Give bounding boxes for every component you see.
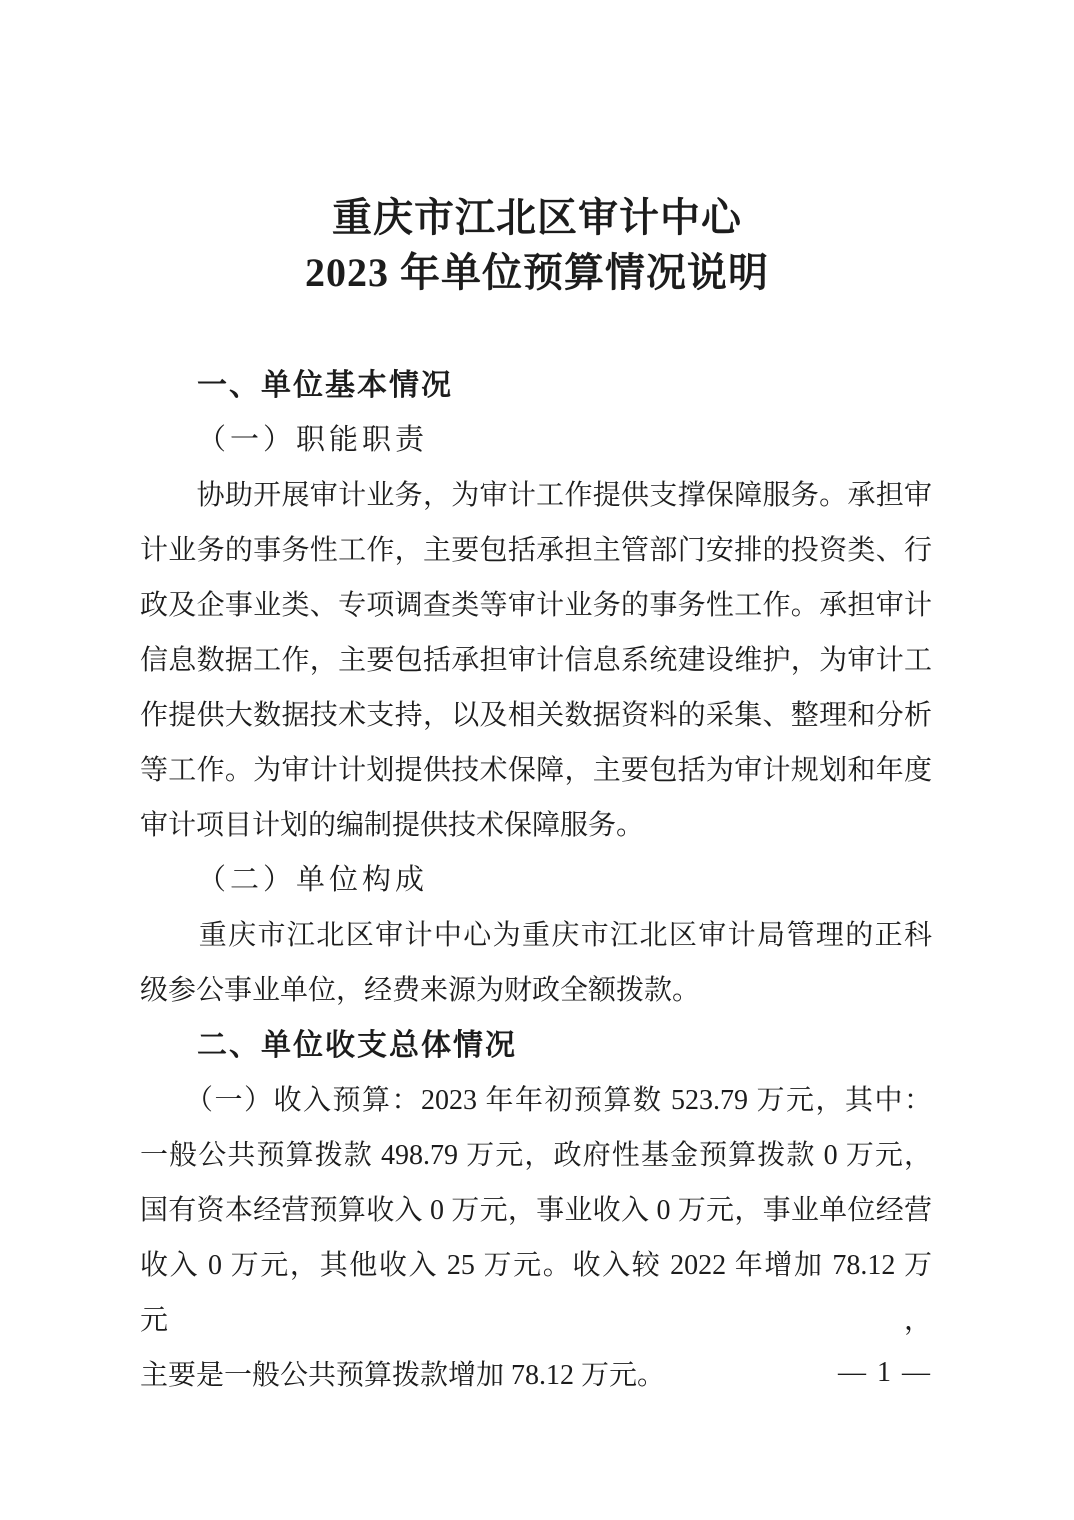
text-line: 收入 0 万元，其他收入 25 万元。收入较 2022 年增加 78.12 万元，: [140, 1250, 932, 1336]
title-line-2: 2023 年单位预算情况说明: [305, 250, 769, 295]
paragraph-duties: [140, 468, 932, 853]
text-line: 协助开展审计业务，为审计工作提供支撑保障服务。承担审: [140, 480, 932, 511]
document-title: [0, 0, 1074, 300]
section-heading-budget-overview: 二、单位收支总体情况: [197, 1029, 517, 1062]
text-line: 政及企事业类、专项调查类等审计业务的事务性工作。承担审计: [140, 590, 932, 621]
text-line: 信息数据工作，主要包括承担审计信息系统建设维护，为审计工: [140, 645, 932, 676]
paragraph-composition: [140, 908, 932, 1018]
text-line: 重庆市江北区审计中心为重庆市江北区审计局管理的正科: [140, 920, 932, 951]
text-line: 等工作。为审计计划提供技术保障，主要包括为审计规划和年度: [140, 755, 932, 786]
page-number: — 1 —: [838, 1357, 932, 1388]
document-body: [0, 358, 1074, 1403]
text-line: 国有资本经营预算收入 0 万元，事业收入 0 万元，事业单位经营: [140, 1195, 932, 1226]
text-line: 主要是一般公共预算拨款增加 78.12 万元。: [140, 1360, 666, 1391]
text-line: 计业务的事务性工作，主要包括承担主管部门安排的投资类、行: [140, 535, 932, 566]
section-heading-basic-info: 一、单位基本情况: [197, 369, 453, 402]
title-line-1: 重庆市江北区审计中心: [332, 195, 742, 240]
text-line: 一般公共预算拨款 498.79 万元，政府性基金预算拨款 0 万元，: [140, 1140, 932, 1171]
text-line: 审计项目计划的编制提供技术保障服务。: [140, 810, 645, 841]
text-line: （一）收入预算：2023 年年初预算数 523.79 万元，其中：: [140, 1085, 932, 1116]
text-line: 级参公事业单位，经费来源为财政全额拨款。: [140, 975, 701, 1006]
subsection-heading-duties: （一）职能职责: [197, 424, 429, 456]
text-line: 作提供大数据技术支持，以及相关数据资料的采集、整理和分析: [140, 700, 932, 731]
paragraph-income-budget: [140, 1073, 932, 1403]
subsection-heading-composition: （二）单位构成: [197, 864, 429, 896]
